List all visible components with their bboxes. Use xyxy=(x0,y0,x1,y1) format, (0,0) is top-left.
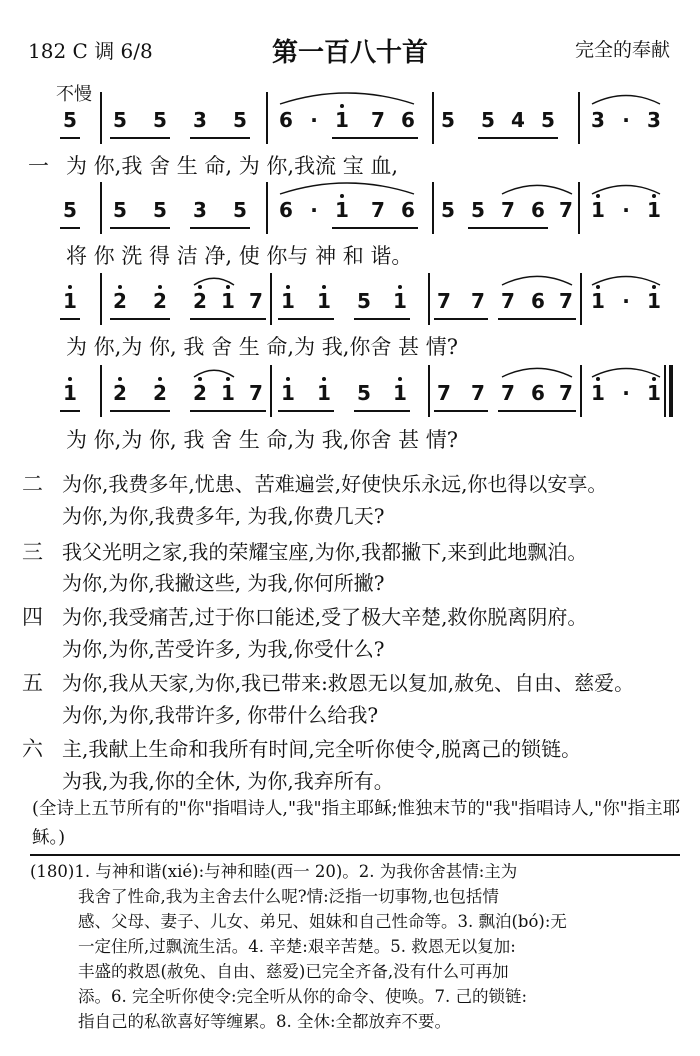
verse-5-line-2: 为你,为你,我带许多, 你带什么给我? xyxy=(62,703,379,727)
verse-number-4: 四 xyxy=(22,605,43,629)
slur-arcs xyxy=(0,0,700,460)
footnote-line-4: 一定住所,过飘流生活。4. 辛楚:艰辛苦楚。5. 救恩无以复加: xyxy=(78,937,516,956)
footnote-line-3: 感、父母、妻子、儿女、弟兄、姐妹和自己性命等。3. 飘泊(bó):无 xyxy=(78,912,567,931)
score-note: 2 xyxy=(113,289,127,313)
score-note: 1 xyxy=(335,198,349,222)
footnote-divider xyxy=(30,854,680,856)
verse-2-line-1: 为你,我费多年,忧患、苦难遍尝,好使快乐永远,你也得以安享。 xyxy=(62,472,608,496)
score-note: 7 xyxy=(559,198,573,222)
footnote-line-1: (180)1. 与神和谐(xié):与神和睦(西一 20)。2. 为我你舍甚情:主为 xyxy=(30,862,518,881)
lyric-line-1: 为 你,我 舍 生 命, 为 你,我流 宝 血, xyxy=(66,154,399,178)
score-note: · xyxy=(622,381,630,405)
score-note: 1 xyxy=(221,381,235,405)
score-note: 5 xyxy=(233,108,247,132)
score-note: 1 xyxy=(221,289,235,313)
slur xyxy=(502,276,572,285)
score-note: 7 xyxy=(371,108,385,132)
score-note: 5 xyxy=(357,381,371,405)
score-note: 5 xyxy=(113,198,127,222)
verse-3-line-2: 为你,为你,我撇这些, 为我,你何所撇? xyxy=(62,571,385,595)
usage-note: (全诗上五节所有的"你"指唱诗人,"我"指主耶稣;惟独末节的"我"指唱诗人,"你"指主耶稣。) xyxy=(32,799,681,848)
score-note: 7 xyxy=(249,289,263,313)
slur xyxy=(502,185,572,194)
score-note: 2 xyxy=(153,289,167,313)
score-note: 2 xyxy=(193,289,207,313)
score-note: 6 xyxy=(531,289,545,313)
score-note: 5 xyxy=(63,198,77,222)
score-note: 1 xyxy=(63,289,77,313)
verse-6-line-2: 为我,为我,你的全休, 为你,我弃所有。 xyxy=(62,769,394,793)
score-note: 1 xyxy=(591,198,605,222)
score-note: 1 xyxy=(317,381,331,405)
verse-number-2: 二 xyxy=(22,472,43,496)
hymn-number-key: 182 C 调 6/8 xyxy=(28,39,153,63)
score-note: 7 xyxy=(249,381,263,405)
score-note: 6 xyxy=(401,198,415,222)
score-note: 6 xyxy=(531,198,545,222)
score-note: 7 xyxy=(371,198,385,222)
score-note: 5 xyxy=(471,198,485,222)
score-note: 5 xyxy=(541,108,555,132)
score-note: 7 xyxy=(471,381,485,405)
score-note: 1 xyxy=(393,289,407,313)
footnote-line-5: 丰盛的救恩(赦免、自由、慈爱)已完全齐备,没有什么可再加 xyxy=(78,962,509,981)
score-note: 7 xyxy=(501,198,515,222)
score-note: 1 xyxy=(393,381,407,405)
score-note: · xyxy=(310,198,318,222)
score-note: 1 xyxy=(591,381,605,405)
score-note: 2 xyxy=(153,381,167,405)
score-note: 7 xyxy=(559,289,573,313)
score-note: 1 xyxy=(335,108,349,132)
score-note: 1 xyxy=(281,381,295,405)
footnote-line-2: 我舍了性命,我为主舍去什么呢?情:泛指一切事物,也包括情 xyxy=(78,887,499,906)
score-note: 5 xyxy=(63,108,77,132)
score-note: 5 xyxy=(153,108,167,132)
lyric-line-3: 为 你,为 你, 我 舍 生 命,为 我,你舍 甚 情? xyxy=(66,335,459,359)
score-note: · xyxy=(622,289,630,313)
score-note: 7 xyxy=(501,381,515,405)
score-note: 1 xyxy=(647,289,661,313)
score-note: 3 xyxy=(647,108,661,132)
slur xyxy=(194,370,234,377)
verse-number-3: 三 xyxy=(22,540,43,564)
verse-5-line-1: 为你,我从天家,为你,我已带来:救恩无以复加,赦免、自由、慈爱。 xyxy=(62,671,635,695)
score-note: 5 xyxy=(153,198,167,222)
slur xyxy=(592,277,660,286)
score-note: 2 xyxy=(113,381,127,405)
score-note: 1 xyxy=(591,289,605,313)
score-note: 3 xyxy=(193,108,207,132)
verse-number-1: 一 xyxy=(28,154,49,178)
score-note: · xyxy=(622,198,630,222)
hymn-subtitle: 完全的奉献 xyxy=(574,39,670,61)
score-note: 6 xyxy=(279,198,293,222)
lyric-line-4: 为 你,为 你, 我 舍 生 命,为 我,你舍 甚 情? xyxy=(66,428,459,452)
verse-number-5: 五 xyxy=(22,671,43,695)
score-note: 4 xyxy=(511,108,525,132)
slur xyxy=(194,278,234,285)
verse-4-line-1: 为你,我受痛苦,过于你口能述,受了极大辛楚,救你脱离阴府。 xyxy=(62,605,588,629)
score-note: 2 xyxy=(193,381,207,405)
score-note: 5 xyxy=(113,108,127,132)
score-note: 7 xyxy=(471,289,485,313)
tempo-marking: 不慢 xyxy=(56,84,92,105)
score-note: 5 xyxy=(233,198,247,222)
score-note: 5 xyxy=(441,108,455,132)
score-note: 1 xyxy=(317,289,331,313)
verse-6-line-1: 主,我献上生命和我所有时间,完全听你使令,脱离己的锁链。 xyxy=(62,737,582,761)
score-note: 5 xyxy=(357,289,371,313)
slur xyxy=(280,93,414,104)
score-note: 6 xyxy=(279,108,293,132)
score-note: 7 xyxy=(437,289,451,313)
footnote-line-6: 添。6. 完全听你使令:完全听从你的命令、使唤。7. 己的锁链: xyxy=(78,987,528,1006)
page-title: 第一百八十首 xyxy=(271,38,428,68)
slur xyxy=(592,186,660,195)
slur xyxy=(592,369,660,378)
score-note: 5 xyxy=(441,198,455,222)
score-note: 7 xyxy=(559,381,573,405)
score-note: · xyxy=(310,108,318,132)
score-note: 6 xyxy=(401,108,415,132)
slur xyxy=(280,183,414,194)
score-note: 3 xyxy=(591,108,605,132)
score-note: 7 xyxy=(437,381,451,405)
verse-number-6: 六 xyxy=(22,737,43,761)
score-note: · xyxy=(622,108,630,132)
slur xyxy=(502,368,572,377)
slur xyxy=(592,96,660,105)
score-note: 5 xyxy=(481,108,495,132)
score-note: 1 xyxy=(281,289,295,313)
score-note: 1 xyxy=(647,381,661,405)
footnote-line-7: 指自己的私欲喜好等缠累。8. 全休:全都放弃不要。 xyxy=(78,1012,452,1031)
score-note: 7 xyxy=(501,289,515,313)
verse-2-line-2: 为你,为你,我费多年, 为我,你费几天? xyxy=(62,504,385,528)
lyric-line-2: 将 你 洗 得 洁 净, 使 你与 神 和 谐。 xyxy=(66,244,413,268)
score-note: 1 xyxy=(63,381,77,405)
score-note: 6 xyxy=(531,381,545,405)
verse-4-line-2: 为你,为你,苦受许多, 为我,你受什么? xyxy=(62,637,385,661)
score-note: 3 xyxy=(193,198,207,222)
score-note: 1 xyxy=(647,198,661,222)
verse-3-line-1: 我父光明之家,我的荣耀宝座,为你,我都撇下,来到此地飘泊。 xyxy=(62,540,588,564)
